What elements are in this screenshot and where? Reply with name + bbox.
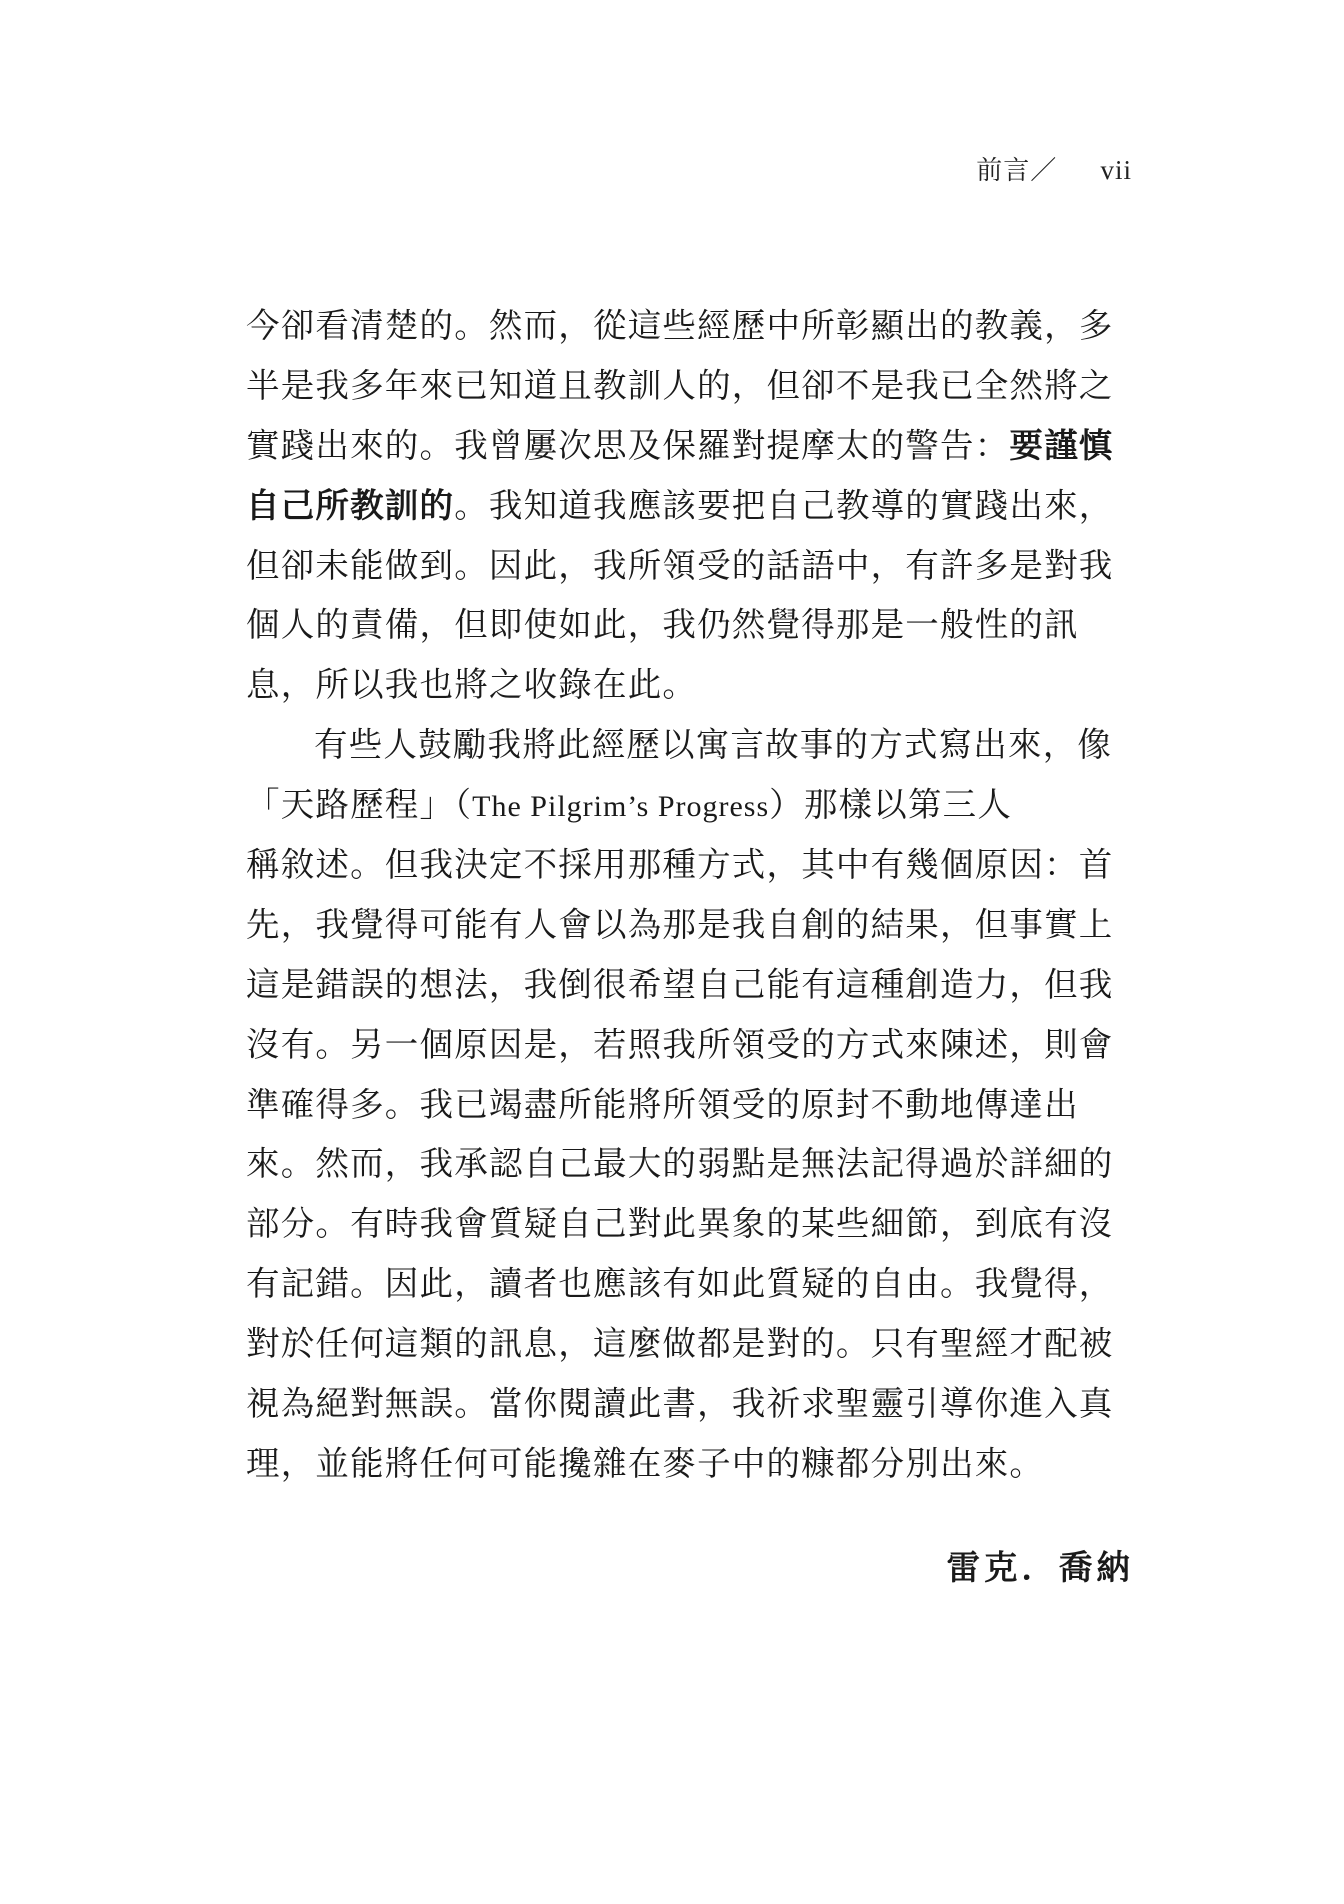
running-header — [976, 150, 1132, 187]
text-line: 部分。有時我會質疑自己對此異象的某些細節，到底有沒 — [246, 1204, 1114, 1244]
emphasis-text: 自己所教訓的 — [246, 485, 455, 525]
page-number: vii — [1100, 155, 1132, 185]
text-line: 稱敘述。但我決定不採用那種方式，其中有幾個原因：首 — [246, 845, 1114, 885]
text-run: ）那樣以第三人 — [769, 785, 1013, 825]
text-line: 息，所以我也將之收錄在此。 — [246, 665, 698, 705]
body-text — [246, 296, 1136, 1494]
text-run: 。我知道我應該要把自己教導的實踐出來， — [454, 485, 1114, 525]
text-line — [246, 476, 1136, 536]
text-line: 先，我覺得可能有人會以為那是我自創的結果，但事實上 — [246, 904, 1114, 944]
text-line: 來。然而，我承認自己最大的弱點是無法記得過於詳細的 — [246, 1144, 1114, 1184]
text-line: 視為絕對無誤。當你閱讀此書，我祈求聖靈引導你進入真 — [246, 1384, 1114, 1424]
text-line — [246, 775, 1136, 835]
text-run: 「天路歷程」（ — [246, 785, 473, 825]
text-line: 有些人鼓勵我將此經歷以寓言故事的方式寫出來，像 — [314, 725, 1113, 765]
author-signature: 雷克．喬納 — [946, 1548, 1134, 1587]
emphasis-text: 要謹慎 — [1009, 425, 1114, 465]
text-line: 沒有。另一個原因是，若照我所領受的方式來陳述，則會 — [246, 1024, 1114, 1064]
text-line: 但卻未能做到。因此，我所領受的話語中，有許多是對我 — [246, 545, 1114, 585]
book-title-english: The Pilgrim’s Progress — [472, 790, 770, 824]
text-line: 這是錯誤的想法，我倒很希望自己能有這種創造力，但我 — [246, 964, 1114, 1004]
text-line: 理，並能將任何可能攙雜在麥子中的糠都分別出來。 — [246, 1443, 1045, 1483]
text-line: 準確得多。我已竭盡所能將所領受的原封不動地傳達出 — [246, 1084, 1079, 1124]
section-title: 前言／ — [976, 156, 1058, 186]
text-line: 有記錯。因此，讀者也應該有如此質疑的自由。我覺得， — [246, 1264, 1114, 1304]
text-line: 對於任何這類的訊息，這麼做都是對的。只有聖經才配被 — [246, 1324, 1114, 1364]
text-line — [246, 416, 1136, 476]
text-line: 個人的責備，但即使如此，我仍然覺得那是一般性的訊 — [246, 605, 1079, 645]
text-line: 半是我多年來已知道且教訓人的，但卻不是我已全然將之 — [246, 365, 1114, 405]
text-line: 今卻看清楚的。然而，從這些經歷中所彰顯出的教義，多 — [246, 306, 1114, 345]
text-run: 實踐出來的。我曾屢次思及保羅對提摩太的警告： — [246, 425, 1010, 465]
